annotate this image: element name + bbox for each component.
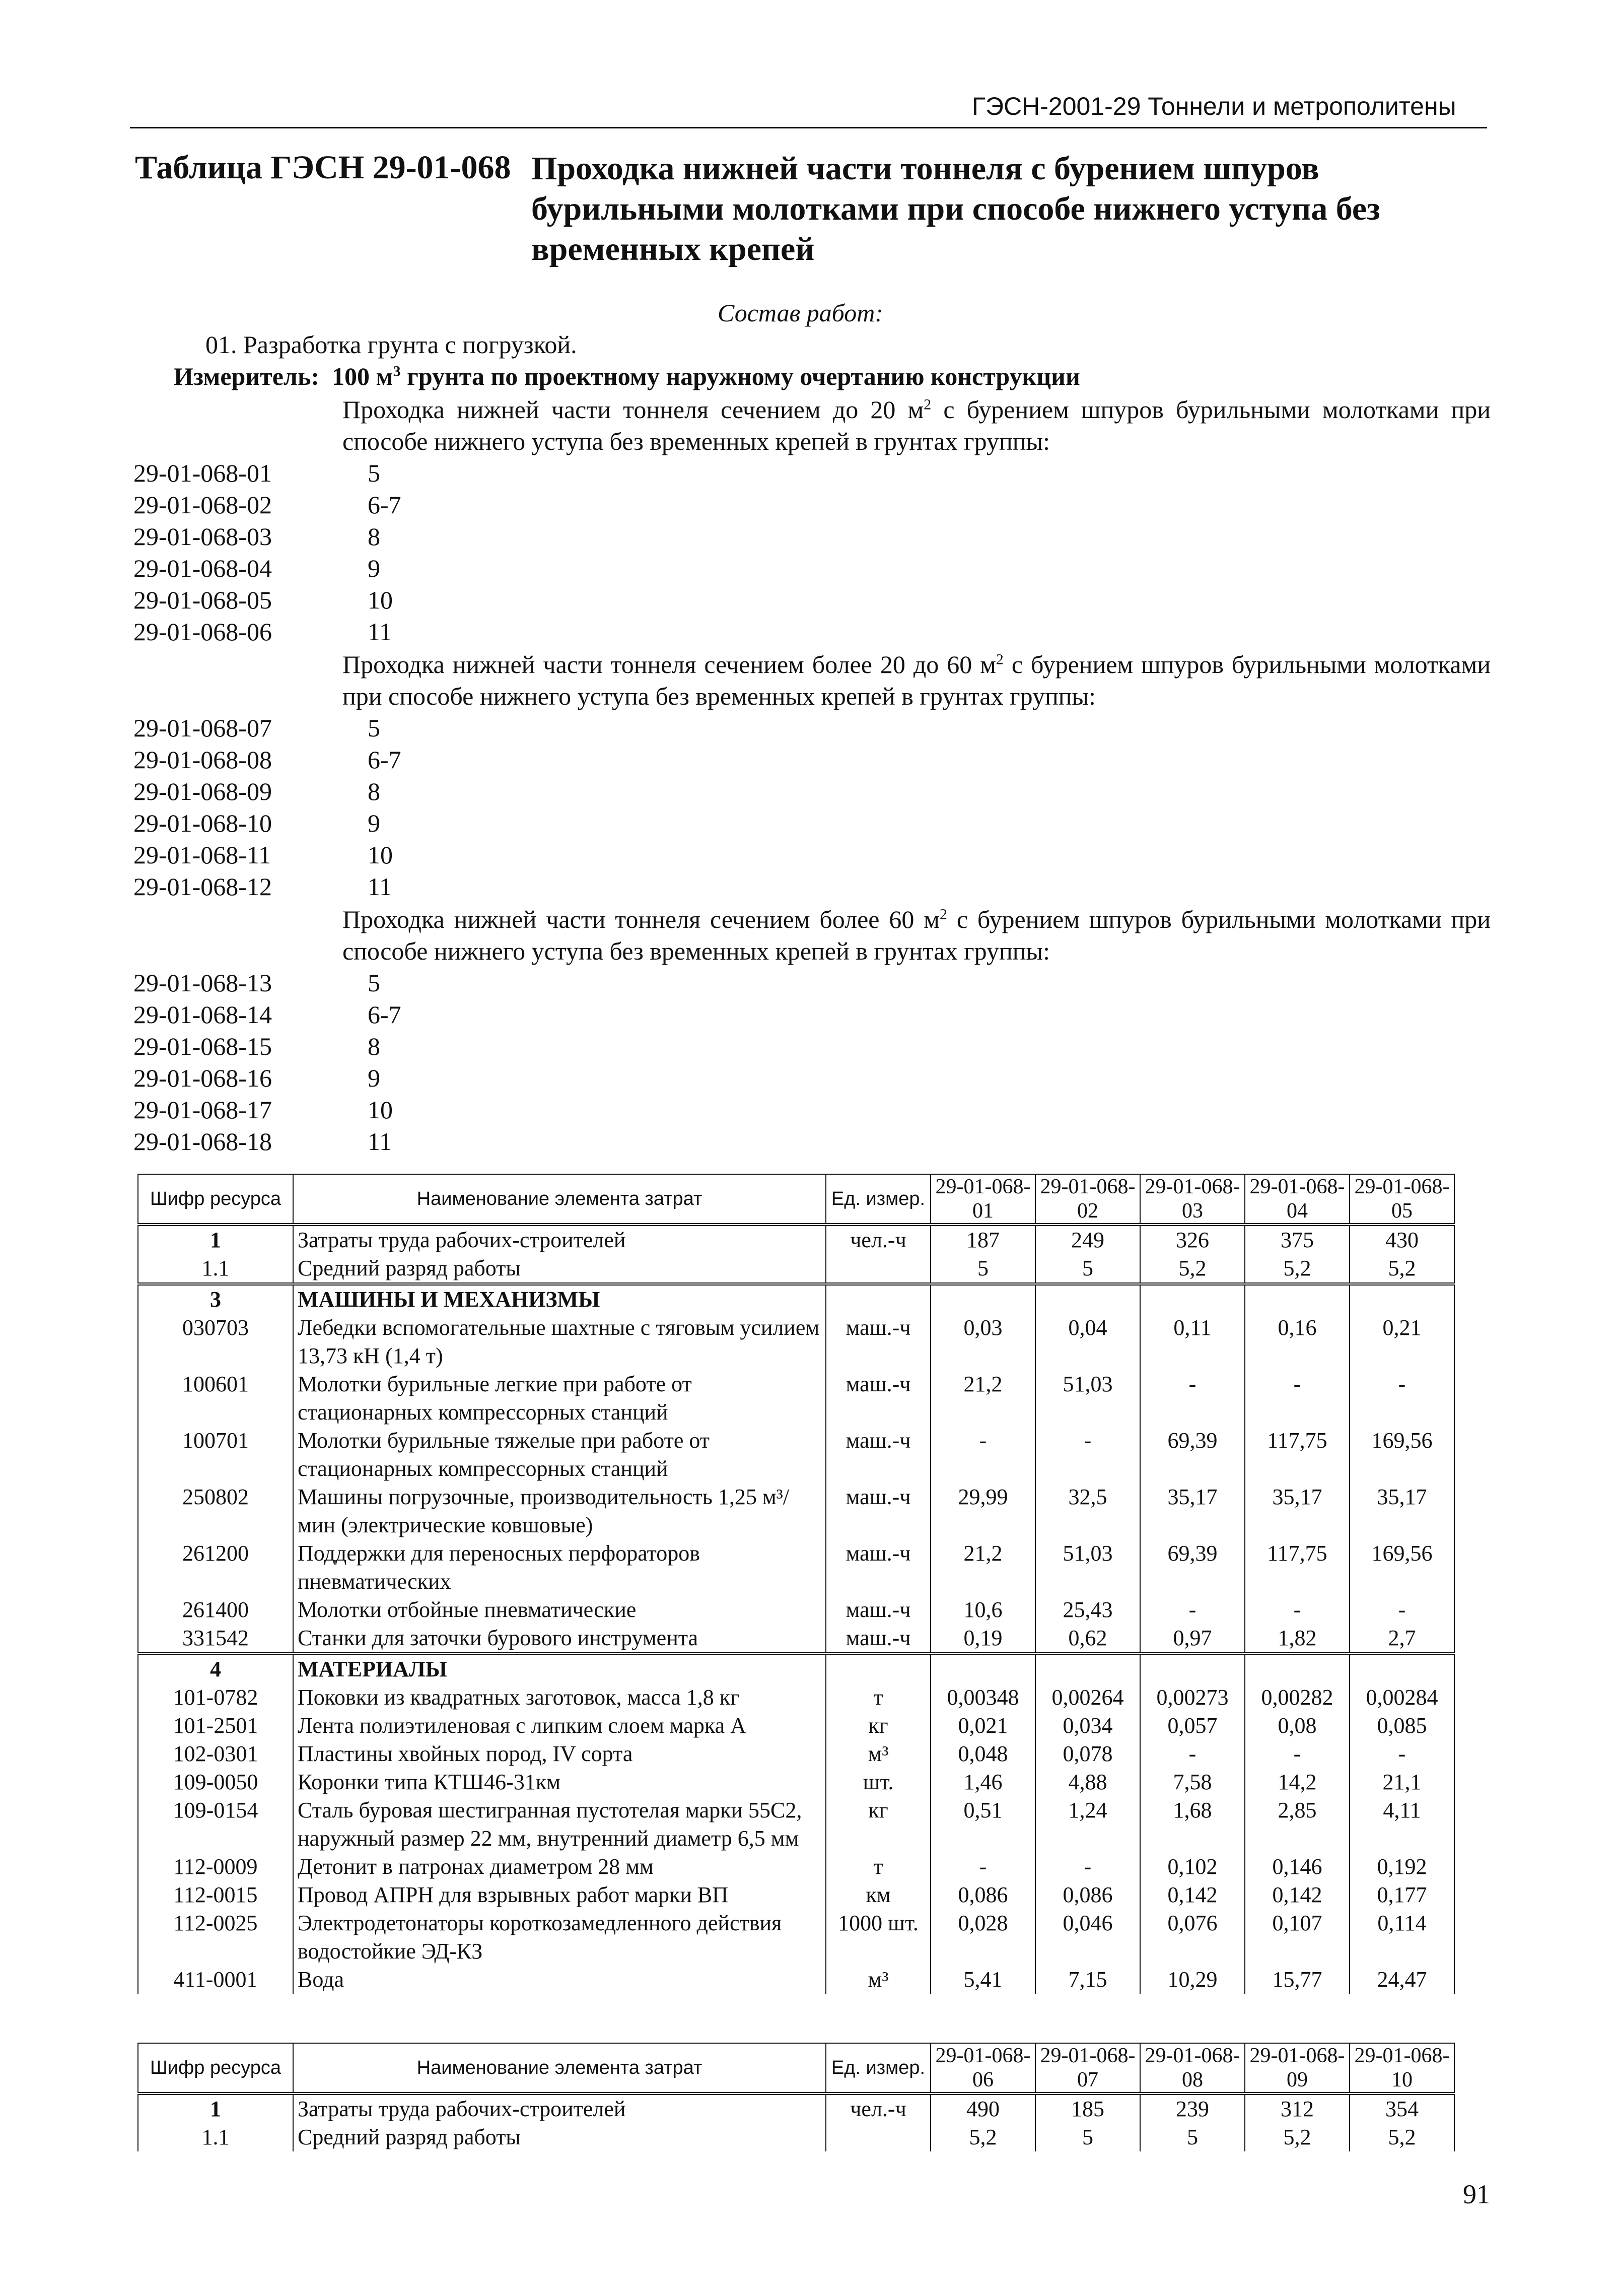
value-cell: 2,85 xyxy=(1245,1796,1350,1853)
value-cell: 10,29 xyxy=(1140,1966,1245,1994)
value-cell: 0,102 xyxy=(1140,1853,1245,1881)
value-cell: 187 xyxy=(931,1225,1035,1254)
code-row xyxy=(133,553,587,584)
value-cell: - xyxy=(1245,1370,1350,1427)
value-cell: - xyxy=(1140,1740,1245,1768)
unit-cell xyxy=(826,1284,931,1314)
value-cell: 5,41 xyxy=(931,1966,1035,1994)
col-header-name: Наименование элемента затрат xyxy=(293,2043,826,2094)
resource-code: 4 xyxy=(138,1654,293,1683)
resource-code: 261200 xyxy=(138,1539,293,1596)
resource-code: 101-0782 xyxy=(138,1683,293,1712)
cost-element-name: Лебедки вспомогательные шахтные с тяговым усилием 13,73 кН (1,4 т) xyxy=(293,1314,826,1370)
col-header-norm: 29-01-068-10 xyxy=(1350,2043,1454,2094)
value-cell: 0,076 xyxy=(1140,1909,1245,1966)
value-cell xyxy=(1350,1654,1454,1683)
value-cell: 0,078 xyxy=(1035,1740,1140,1768)
table-row xyxy=(138,1853,1454,1881)
unit-cell: чел.-ч xyxy=(826,2094,931,2123)
value-cell: - xyxy=(1245,1596,1350,1624)
work-item: 01. Разработка грунта с погрузкой. xyxy=(205,330,577,359)
cost-element-name: Провод АПРН для взрывных работ марки ВП xyxy=(293,1881,826,1909)
value-cell: 0,146 xyxy=(1245,1853,1350,1881)
value-cell: 35,17 xyxy=(1245,1483,1350,1539)
table-row xyxy=(138,1225,1454,1254)
norm-code: 29-01-068-15 xyxy=(133,1032,272,1060)
soil-group: 10 xyxy=(368,1096,393,1124)
col-header-norm: 29-01-068-04 xyxy=(1245,1174,1350,1225)
cost-element-name: Молотки отбойные пневматические xyxy=(293,1596,826,1624)
value-cell: 0,114 xyxy=(1350,1909,1454,1966)
col-header-norm: 29-01-068-01 xyxy=(931,1174,1035,1225)
resource-code: 331542 xyxy=(138,1624,293,1654)
value-cell: - xyxy=(1140,1596,1245,1624)
unit-cell xyxy=(826,1654,931,1683)
soil-group: 5 xyxy=(368,969,380,997)
value-cell: 21,1 xyxy=(1350,1768,1454,1796)
resource-table-1 xyxy=(137,1174,1455,1994)
col-header-norm: 29-01-068-06 xyxy=(931,2043,1035,2094)
soil-group: 5 xyxy=(368,714,380,742)
soil-group: 6-7 xyxy=(368,1000,401,1029)
cost-element-name: Машины погрузочные, производительность 1,25 м³/мин (электрические ковшовые) xyxy=(293,1483,826,1539)
value-cell: 29,99 xyxy=(931,1483,1035,1539)
value-cell: 32,5 xyxy=(1035,1483,1140,1539)
table-row xyxy=(138,1712,1454,1740)
table-row xyxy=(138,1768,1454,1796)
value-cell xyxy=(1245,1284,1350,1314)
cost-element-name: Затраты труда рабочих-строителей xyxy=(293,2094,826,2123)
resource-code: 112-0025 xyxy=(138,1909,293,1966)
value-cell: 0,00284 xyxy=(1350,1683,1454,1712)
resource-code: 100701 xyxy=(138,1427,293,1483)
value-cell: 0,028 xyxy=(931,1909,1035,1966)
code-row xyxy=(133,999,587,1031)
value-cell: 7,15 xyxy=(1035,1966,1140,1994)
norm-code: 29-01-068-11 xyxy=(133,841,271,869)
value-cell xyxy=(1035,1654,1140,1683)
table-header-row xyxy=(138,2043,1454,2094)
unit-cell: т xyxy=(826,1853,931,1881)
value-cell: 0,62 xyxy=(1035,1624,1140,1654)
value-cell: 0,046 xyxy=(1035,1909,1140,1966)
value-cell: - xyxy=(1350,1596,1454,1624)
table-row xyxy=(138,1314,1454,1370)
col-header-unit: Ед. измер. xyxy=(826,1174,931,1225)
resource-code: 411-0001 xyxy=(138,1966,293,1994)
table-row xyxy=(138,1539,1454,1596)
soil-group: 8 xyxy=(368,1032,380,1060)
value-cell: 5,2 xyxy=(1350,2123,1454,2151)
cost-element-name: Пластины хвойных пород, IV сорта xyxy=(293,1740,826,1768)
value-cell: 5,2 xyxy=(1350,1254,1454,1284)
value-cell: 0,086 xyxy=(931,1881,1035,1909)
table-body xyxy=(138,1225,1454,1994)
value-cell: 5 xyxy=(1035,1254,1140,1284)
value-cell: 239 xyxy=(1140,2094,1245,2123)
value-cell: 0,142 xyxy=(1140,1881,1245,1909)
norm-code: 29-01-068-06 xyxy=(133,618,272,646)
value-cell: 1,68 xyxy=(1140,1796,1245,1853)
value-cell: - xyxy=(1350,1370,1454,1427)
value-cell: 25,43 xyxy=(1035,1596,1140,1624)
value-cell: 0,034 xyxy=(1035,1712,1140,1740)
value-cell: 1,82 xyxy=(1245,1624,1350,1654)
work-composition-heading: Состав работ: xyxy=(718,299,884,327)
norm-code: 29-01-068-16 xyxy=(133,1064,272,1092)
code-row xyxy=(133,489,587,521)
unit-cell: маш.-ч xyxy=(826,1483,931,1539)
code-row xyxy=(133,967,587,999)
unit-cell: чел.-ч xyxy=(826,1225,931,1254)
value-cell xyxy=(1035,1284,1140,1314)
value-cell: 14,2 xyxy=(1245,1768,1350,1796)
soil-group: 10 xyxy=(368,841,393,869)
value-cell: 1,46 xyxy=(931,1768,1035,1796)
value-cell: - xyxy=(1035,1427,1140,1483)
unit-cell: маш.-ч xyxy=(826,1596,931,1624)
cost-element-name: МАШИНЫ И МЕХАНИЗМЫ xyxy=(293,1284,826,1314)
value-cell: 4,11 xyxy=(1350,1796,1454,1853)
value-cell: 51,03 xyxy=(1035,1370,1140,1427)
unit-cell: маш.-ч xyxy=(826,1539,931,1596)
col-header-norm: 29-01-068-03 xyxy=(1140,1174,1245,1225)
resource-code: 1 xyxy=(138,1225,293,1254)
value-cell: 5,2 xyxy=(931,2123,1035,2151)
value-cell xyxy=(931,1284,1035,1314)
col-header-norm: 29-01-068-02 xyxy=(1035,1174,1140,1225)
table-row xyxy=(138,2094,1454,2123)
value-cell: 5 xyxy=(931,1254,1035,1284)
norm-code: 29-01-068-07 xyxy=(133,714,272,742)
soil-group: 9 xyxy=(368,554,380,582)
value-cell: 24,47 xyxy=(1350,1966,1454,1994)
value-cell: 117,75 xyxy=(1245,1539,1350,1596)
value-cell: 430 xyxy=(1350,1225,1454,1254)
norm-code: 29-01-068-04 xyxy=(133,554,272,582)
value-cell: 0,00282 xyxy=(1245,1683,1350,1712)
resource-code: 1.1 xyxy=(138,2123,293,2151)
value-cell: 185 xyxy=(1035,2094,1140,2123)
value-cell: 249 xyxy=(1035,1225,1140,1254)
value-cell: 1,24 xyxy=(1035,1796,1140,1853)
resource-code: 102-0301 xyxy=(138,1740,293,1768)
cost-element-name: Станки для заточки бурового инструмента xyxy=(293,1624,826,1654)
value-cell: 0,107 xyxy=(1245,1909,1350,1966)
unit-cell: маш.-ч xyxy=(826,1624,931,1654)
code-row xyxy=(133,584,587,616)
cost-element-name: МАТЕРИАЛЫ xyxy=(293,1654,826,1683)
value-cell: 0,97 xyxy=(1140,1624,1245,1654)
value-cell: 35,17 xyxy=(1350,1483,1454,1539)
resource-code: 1.1 xyxy=(138,1254,293,1284)
norm-code: 29-01-068-13 xyxy=(133,969,272,997)
page-number: 91 xyxy=(1463,2179,1490,2209)
value-cell xyxy=(931,1654,1035,1683)
cost-element-name: Сталь буровая шестигранная пустотелая марки 55С2, наружный размер 22 мм, внутренний диаметр 6,5 мм xyxy=(293,1796,826,1853)
col-header-code: Шифр ресурса xyxy=(138,2043,293,2094)
table-row xyxy=(138,1966,1454,1994)
value-cell xyxy=(1245,1654,1350,1683)
resource-code: 261400 xyxy=(138,1596,293,1624)
table-row xyxy=(138,1881,1454,1909)
value-cell: 0,142 xyxy=(1245,1881,1350,1909)
value-cell: 375 xyxy=(1245,1225,1350,1254)
norm-code: 29-01-068-18 xyxy=(133,1127,272,1156)
value-cell xyxy=(1140,1654,1245,1683)
col-header-name: Наименование элемента затрат xyxy=(293,1174,826,1225)
value-cell: 0,16 xyxy=(1245,1314,1350,1370)
table-row xyxy=(138,1796,1454,1853)
col-header-norm: 29-01-068-07 xyxy=(1035,2043,1140,2094)
value-cell: 51,03 xyxy=(1035,1539,1140,1596)
value-cell: 0,086 xyxy=(1035,1881,1140,1909)
cost-element-name: Молотки бурильные легкие при работе от стационарных компрессорных станций xyxy=(293,1370,826,1427)
cost-element-name: Электродетонаторы короткозамедленного действия водостойкие ЭД-КЗ xyxy=(293,1909,826,1966)
value-cell: 0,04 xyxy=(1035,1314,1140,1370)
resource-code: 112-0009 xyxy=(138,1853,293,1881)
soil-group: 9 xyxy=(368,1064,380,1092)
col-header-unit: Ед. измер. xyxy=(826,2043,931,2094)
table-row xyxy=(138,2123,1454,2151)
value-cell: - xyxy=(931,1853,1035,1881)
resource-code: 109-0154 xyxy=(138,1796,293,1853)
value-cell: 15,77 xyxy=(1245,1966,1350,1994)
table-row xyxy=(138,1596,1454,1624)
cost-element-name: Средний разряд работы xyxy=(293,2123,826,2151)
value-cell: 0,021 xyxy=(931,1712,1035,1740)
value-cell: 0,08 xyxy=(1245,1712,1350,1740)
code-row xyxy=(133,776,587,807)
value-cell: 5,2 xyxy=(1245,1254,1350,1284)
section-row xyxy=(138,1284,1454,1314)
unit-cell: м³ xyxy=(826,1966,931,1994)
unit-cell: шт. xyxy=(826,1768,931,1796)
table-row xyxy=(138,1624,1454,1654)
value-cell: 69,39 xyxy=(1140,1539,1245,1596)
cost-element-name: Вода xyxy=(293,1966,826,1994)
value-cell: 10,6 xyxy=(931,1596,1035,1624)
resource-code: 3 xyxy=(138,1284,293,1314)
value-cell: 69,39 xyxy=(1140,1427,1245,1483)
unit-cell: кг xyxy=(826,1796,931,1853)
unit-cell: м³ xyxy=(826,1740,931,1768)
value-cell: 169,56 xyxy=(1350,1427,1454,1483)
cost-element-name: Средний разряд работы xyxy=(293,1254,826,1284)
soil-group: 6-7 xyxy=(368,491,401,519)
norm-code: 29-01-068-01 xyxy=(133,459,272,487)
value-cell: 0,03 xyxy=(931,1314,1035,1370)
soil-group: 5 xyxy=(368,459,380,487)
resource-code: 250802 xyxy=(138,1483,293,1539)
table-row xyxy=(138,1427,1454,1483)
value-cell: 169,56 xyxy=(1350,1539,1454,1596)
resource-code: 109-0050 xyxy=(138,1768,293,1796)
unit-cell: т xyxy=(826,1683,931,1712)
cost-element-name: Поковки из квадратных заготовок, масса 1,8 кг xyxy=(293,1683,826,1712)
value-cell: - xyxy=(1140,1370,1245,1427)
value-cell: - xyxy=(1245,1740,1350,1768)
code-row xyxy=(133,616,587,648)
table-body xyxy=(138,2094,1454,2151)
table-title: Проходка нижней части тоннеля с бурением шпуров бурильными молотками при способе нижнего уступа без временных крепей xyxy=(531,150,1380,267)
code-row xyxy=(133,744,587,776)
col-header-norm: 29-01-068-08 xyxy=(1140,2043,1245,2094)
value-cell: 0,11 xyxy=(1140,1314,1245,1370)
table-label: Таблица ГЭСН 29-01-068 xyxy=(135,149,511,186)
unit-label: Измеритель: xyxy=(174,362,320,390)
table-row xyxy=(138,1740,1454,1768)
value-cell: 0,19 xyxy=(931,1624,1035,1654)
cost-element-name: Детонит в патронах диаметром 28 мм xyxy=(293,1853,826,1881)
unit-cell: маш.-ч xyxy=(826,1370,931,1427)
value-cell: 312 xyxy=(1245,2094,1350,2123)
value-cell: 354 xyxy=(1350,2094,1454,2123)
cost-element-name: Коронки типа КТШ46-31км xyxy=(293,1768,826,1796)
header-rule xyxy=(130,127,1487,128)
code-row xyxy=(133,712,587,744)
value-cell: 7,58 xyxy=(1140,1768,1245,1796)
unit-cell xyxy=(826,1254,931,1284)
value-cell: 21,2 xyxy=(931,1370,1035,1427)
value-cell: 5,2 xyxy=(1140,1254,1245,1284)
value-cell: 117,75 xyxy=(1245,1427,1350,1483)
section-row xyxy=(138,1654,1454,1683)
unit-value: 100 $м^3$ грунта по проектному наружному очертанию конструкции xyxy=(332,362,1080,390)
code-row xyxy=(133,839,587,871)
code-row xyxy=(133,457,587,489)
table-row xyxy=(138,1683,1454,1712)
soil-group: 6-7 xyxy=(368,746,401,774)
cost-element-name: Молотки бурильные тяжелые при работе от стационарных компрессорных станций xyxy=(293,1427,826,1483)
code-row xyxy=(133,807,587,839)
soil-group: 11 xyxy=(368,618,392,646)
soil-group: 8 xyxy=(368,522,380,551)
norm-code: 29-01-068-10 xyxy=(133,809,272,837)
code-row xyxy=(133,1031,587,1062)
table-header-row xyxy=(138,1174,1454,1225)
norm-code: 29-01-068-03 xyxy=(133,522,272,551)
value-cell: 0,00264 xyxy=(1035,1683,1140,1712)
norm-code: 29-01-068-14 xyxy=(133,1000,272,1029)
value-cell: 0,057 xyxy=(1140,1712,1245,1740)
table-row xyxy=(138,1254,1454,1284)
resource-table-2 xyxy=(137,2043,1455,2151)
soil-group: 11 xyxy=(368,1127,392,1156)
table-row xyxy=(138,1909,1454,1966)
cost-element-name: Лента полиэтиленовая с липким слоем марка А xyxy=(293,1712,826,1740)
group-description: Проходка нижней части тоннеля сечением более 60 $м^2$ с бурением шпуров бурильными молотками при способе нижнего уступа без временных крепей в грунтах группы: xyxy=(342,905,1491,965)
code-row xyxy=(133,1094,587,1126)
col-header-code: Шифр ресурса xyxy=(138,1174,293,1225)
value-cell xyxy=(1140,1284,1245,1314)
unit-cell: 1000 шт. xyxy=(826,1909,931,1966)
value-cell: 2,7 xyxy=(1350,1624,1454,1654)
resource-code: 030703 xyxy=(138,1314,293,1370)
value-cell: 35,17 xyxy=(1140,1483,1245,1539)
value-cell: 21,2 xyxy=(931,1539,1035,1596)
resource-code: 112-0015 xyxy=(138,1881,293,1909)
unit-cell: маш.-ч xyxy=(826,1314,931,1370)
table-row xyxy=(138,1483,1454,1539)
running-title: ГЭСН-2001-29 Тоннели и метрополитены xyxy=(972,92,1456,120)
unit-cell: маш.-ч xyxy=(826,1427,931,1483)
value-cell: 490 xyxy=(931,2094,1035,2123)
unit-cell xyxy=(826,2123,931,2151)
table-row xyxy=(138,1370,1454,1427)
soil-group: 9 xyxy=(368,809,380,837)
col-header-norm: 29-01-068-09 xyxy=(1245,2043,1350,2094)
soil-group: 10 xyxy=(368,586,393,614)
resource-code: 1 xyxy=(138,2094,293,2123)
cost-element-name: Поддержки для переносных перфораторов пневматических xyxy=(293,1539,826,1596)
soil-group: 11 xyxy=(368,872,392,901)
value-cell: 5 xyxy=(1035,2123,1140,2151)
value-cell: - xyxy=(1035,1853,1140,1881)
value-cell: - xyxy=(1350,1740,1454,1768)
value-cell: 0,21 xyxy=(1350,1314,1454,1370)
code-row xyxy=(133,1062,587,1094)
value-cell: 5 xyxy=(1140,2123,1245,2151)
value-cell: 326 xyxy=(1140,1225,1245,1254)
col-header-norm: 29-01-068-05 xyxy=(1350,1174,1454,1225)
code-row xyxy=(133,1126,587,1158)
norm-code: 29-01-068-17 xyxy=(133,1096,272,1124)
resource-code: 101-2501 xyxy=(138,1712,293,1740)
value-cell: 0,51 xyxy=(931,1796,1035,1853)
group-description: Проходка нижней части тоннеля сечением до 20 $м^2$ с бурением шпуров бурильными молотками при способе нижнего уступа без временных крепей в грунтах группы: xyxy=(342,395,1491,455)
cost-element-name: Затраты труда рабочих-строителей xyxy=(293,1225,826,1254)
norm-code: 29-01-068-09 xyxy=(133,777,272,805)
norm-code: 29-01-068-05 xyxy=(133,586,272,614)
unit-cell: кг xyxy=(826,1712,931,1740)
soil-group: 8 xyxy=(368,777,380,805)
value-cell: 0,085 xyxy=(1350,1712,1454,1740)
value-cell: 0,192 xyxy=(1350,1853,1454,1881)
value-cell: - xyxy=(931,1427,1035,1483)
code-row xyxy=(133,521,587,553)
value-cell: 0,048 xyxy=(931,1740,1035,1768)
norm-code: 29-01-068-12 xyxy=(133,872,272,901)
unit-of-measure xyxy=(174,362,1080,391)
norm-code: 29-01-068-08 xyxy=(133,746,272,774)
value-cell: 0,177 xyxy=(1350,1881,1454,1909)
value-cell xyxy=(1350,1284,1454,1314)
group-description: Проходка нижней части тоннеля сечением более 20 до 60 $м^2$ с бурением шпуров бурильными молотками при способе нижнего уступа без временных крепей в грунтах группы: xyxy=(342,650,1491,710)
value-cell: 5,2 xyxy=(1245,2123,1350,2151)
norm-code: 29-01-068-02 xyxy=(133,491,272,519)
code-row xyxy=(133,871,587,903)
unit-cell: км xyxy=(826,1881,931,1909)
resource-code: 100601 xyxy=(138,1370,293,1427)
value-cell: 0,00348 xyxy=(931,1683,1035,1712)
value-cell: 4,88 xyxy=(1035,1768,1140,1796)
value-cell: 0,00273 xyxy=(1140,1683,1245,1712)
